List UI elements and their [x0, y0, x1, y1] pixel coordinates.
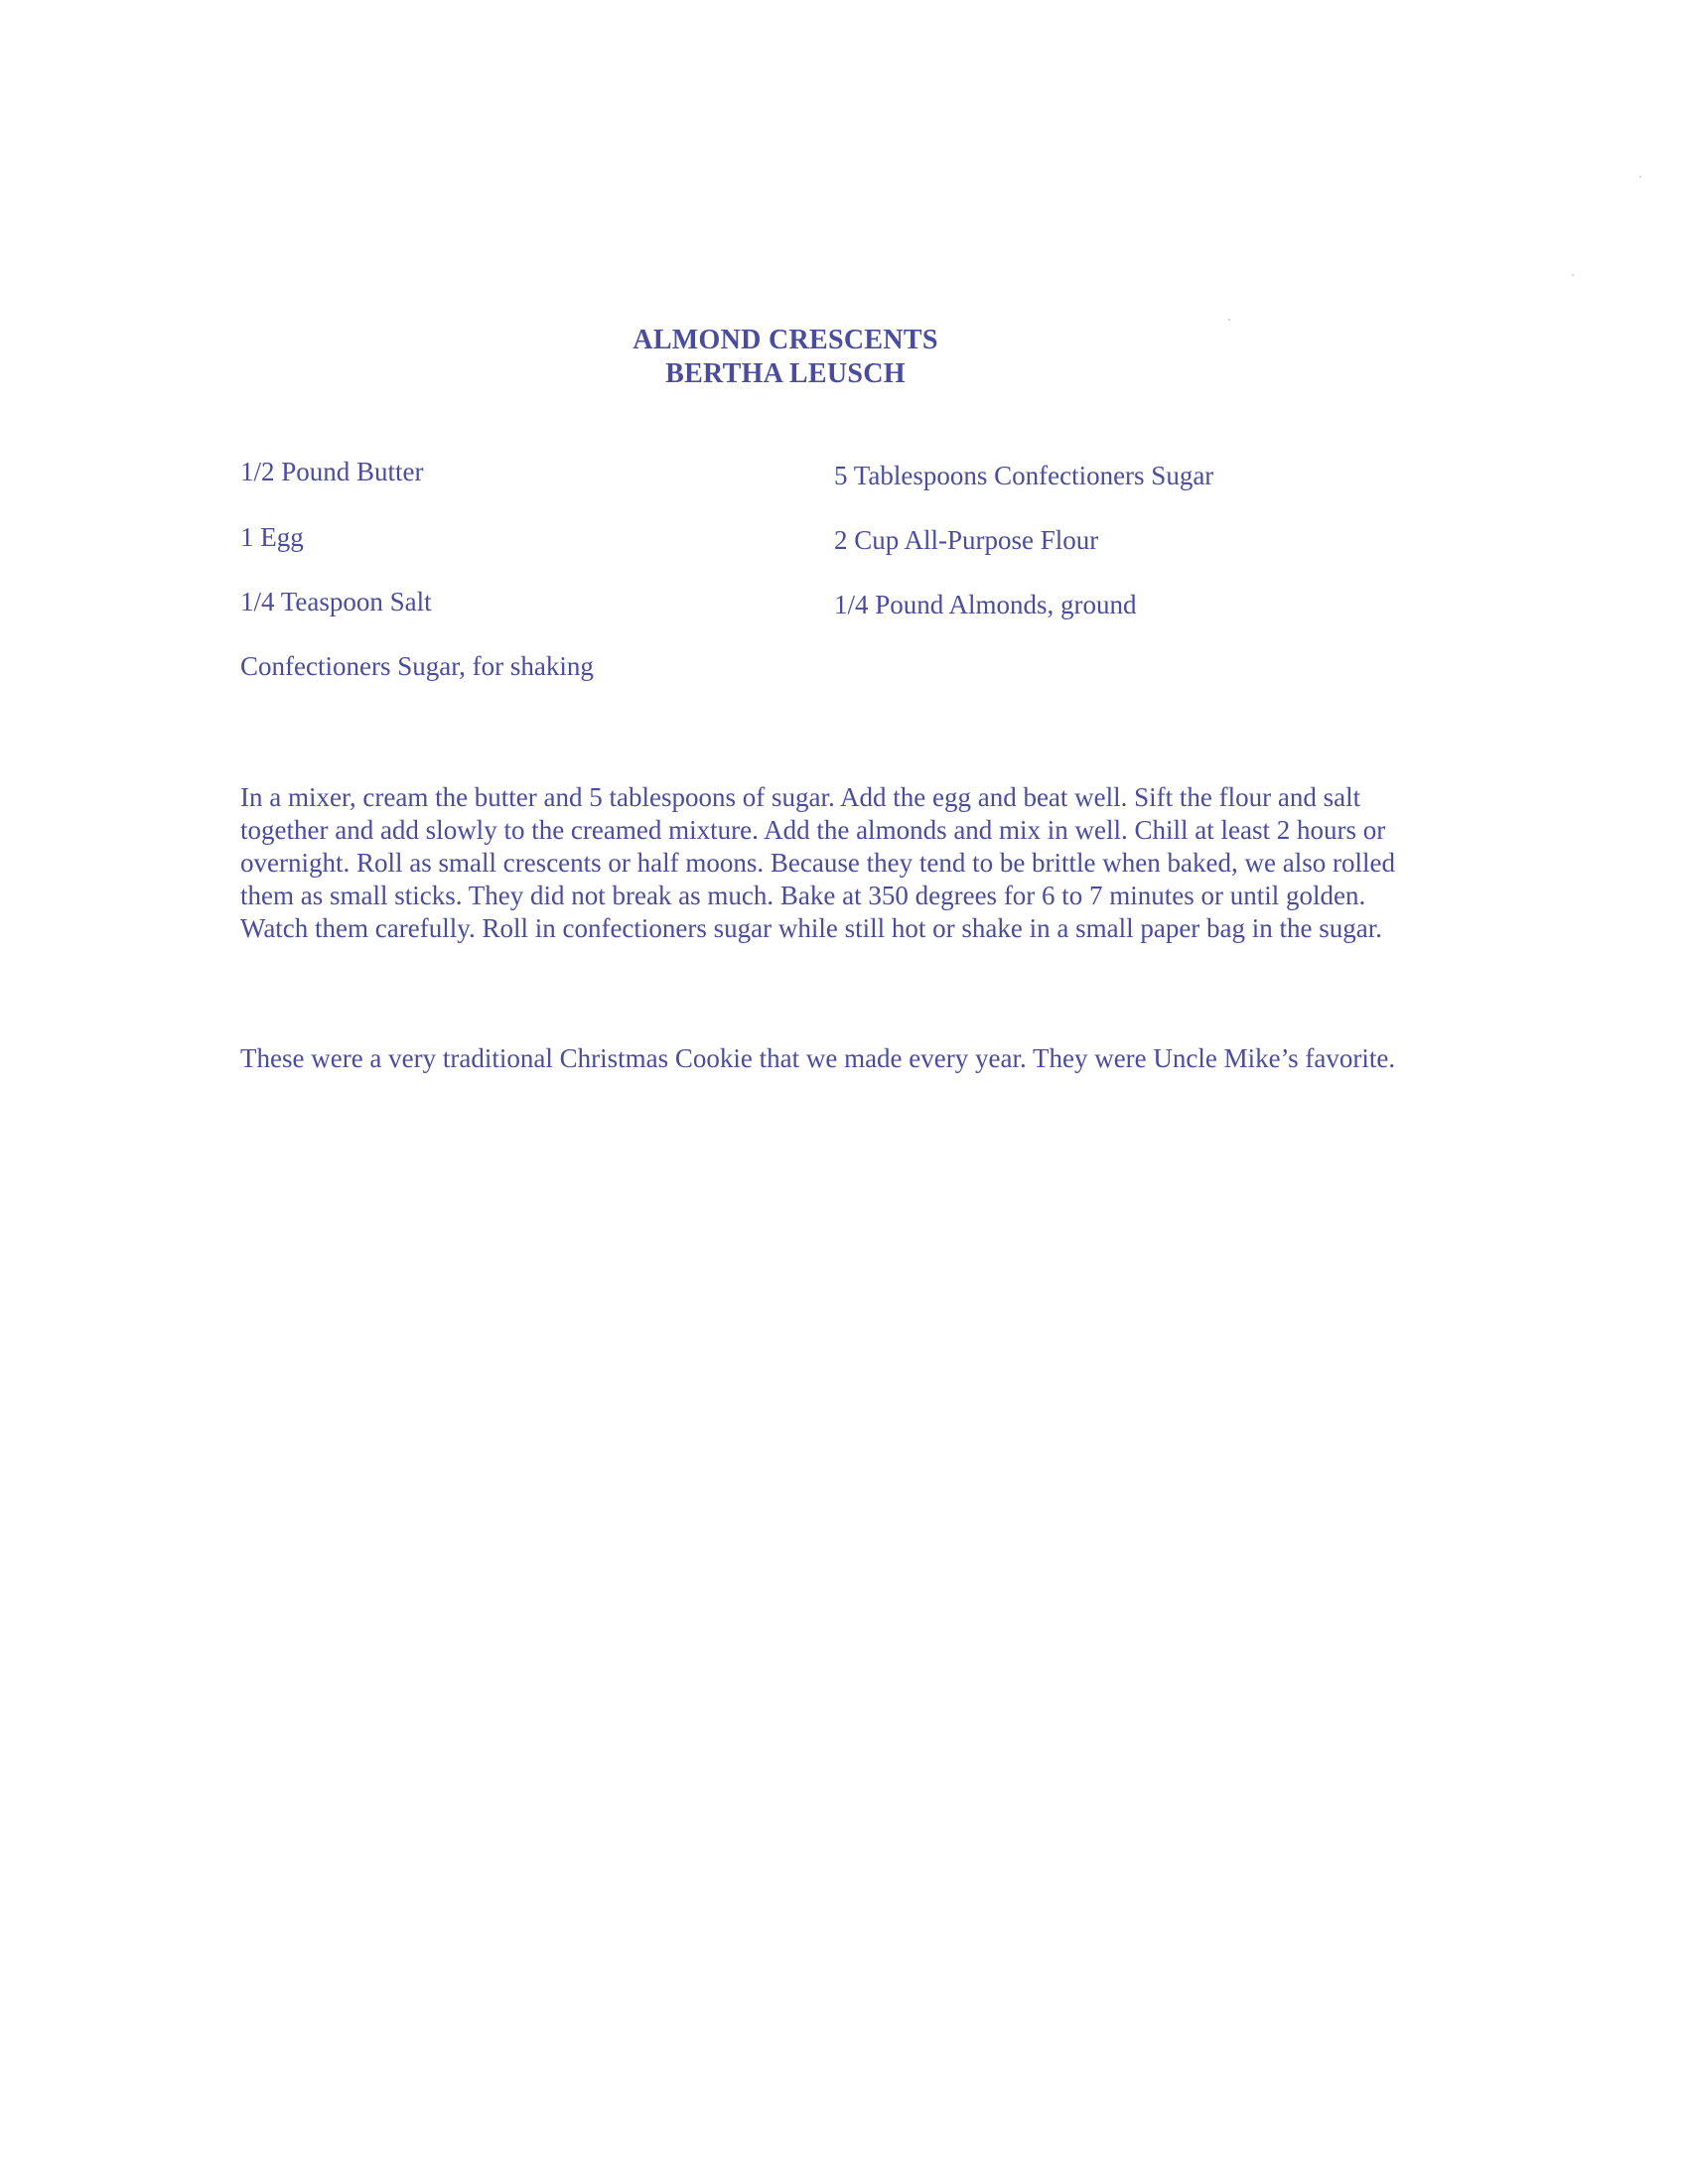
ingredient-almonds: 1/4 Pound Almonds, ground [834, 590, 1137, 619]
scan-speck [1639, 176, 1641, 178]
recipe-title: ALMOND CRESCENTS [633, 325, 938, 355]
recipe-title-block [0, 324, 1571, 391]
ingredient-salt: 1/4 Teaspoon Salt [240, 587, 432, 616]
ingredient-flour: 2 Cup All-Purpose Flour [834, 525, 1099, 555]
ingredient-confectioners-sugar: 5 Tablespoons Confectioners Sugar [834, 461, 1214, 490]
recipe-instructions: In a mixer, cream the butter and 5 tablespoons of sugar. Add the egg and beat well. Sift the flour and salt together and add slowly to the creamed mixture. Add the almonds and mix in well. Chill at least 2 hours or overnight. Roll as small crescents or half moons. Because they tend to be brittle when baked, we also rolled them as small sticks. They did not break as much. Bake at 350 degrees for 6 to 7 minutes or until golden. Watch them carefully. Roll in confectioners sugar while still hot or shake in a small paper bag in the sugar. [240, 782, 1395, 943]
ingredient-butter: 1/2 Pound Butter [240, 457, 424, 486]
ingredient-egg: 1 Egg [240, 522, 304, 552]
recipe-note: These were a very traditional Christmas Cookie that we made every year. They were Uncle Mike’s favorite. [240, 1043, 1396, 1073]
ingredient-shaking-sugar: Confectioners Sugar, for shaking [240, 651, 594, 681]
scan-speck [1228, 319, 1230, 321]
recipe-author: BERTHA LEUSCH [665, 358, 906, 389]
scan-speck [1572, 274, 1574, 276]
